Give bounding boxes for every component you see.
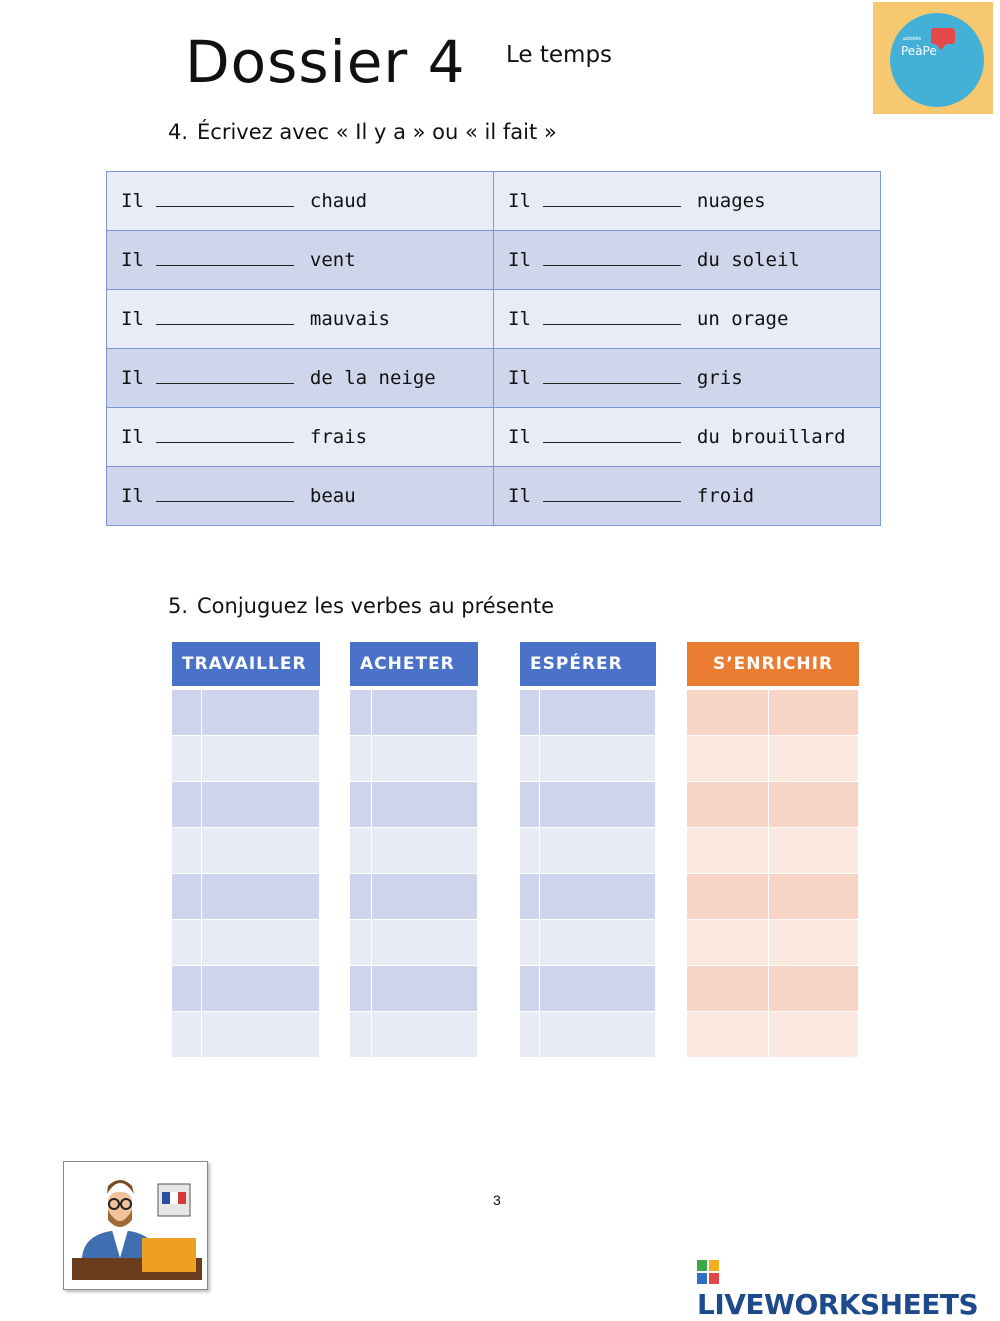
pronoun-cell[interactable] bbox=[520, 828, 540, 874]
answer-blank[interactable] bbox=[156, 310, 294, 325]
weather-cell-left bbox=[107, 290, 494, 349]
answer-blank[interactable] bbox=[543, 251, 681, 266]
logo-small-text: activités bbox=[903, 36, 922, 42]
conjugation-row bbox=[520, 920, 656, 966]
conjugation-cell[interactable] bbox=[202, 736, 320, 782]
conjugation-row bbox=[172, 782, 320, 828]
subject-text: Il bbox=[121, 426, 144, 448]
verb-header: TRAVAILLER bbox=[172, 642, 320, 686]
weather-row bbox=[107, 467, 881, 526]
weather-row bbox=[107, 290, 881, 349]
answer-blank[interactable] bbox=[156, 487, 294, 502]
conjugation-cell[interactable] bbox=[769, 920, 859, 966]
weather-table bbox=[106, 171, 881, 526]
weather-cell-right bbox=[494, 408, 881, 467]
answer-blank[interactable] bbox=[156, 428, 294, 443]
weather-word: frais bbox=[309, 426, 368, 448]
conjugation-cell[interactable] bbox=[202, 874, 320, 920]
answer-blank[interactable] bbox=[543, 369, 681, 384]
conjugation-row bbox=[687, 920, 859, 966]
pronoun-cell[interactable] bbox=[520, 690, 540, 736]
conjugation-cell[interactable] bbox=[769, 736, 859, 782]
subject-text: Il bbox=[121, 308, 144, 330]
conjugation-cell[interactable] bbox=[540, 782, 656, 828]
conjugation-row bbox=[520, 874, 656, 920]
pronoun-cell[interactable] bbox=[172, 782, 202, 828]
pronoun-cell[interactable] bbox=[687, 966, 769, 1012]
conjugation-row bbox=[687, 828, 859, 874]
conjugation-row bbox=[350, 782, 478, 828]
conjugation-cell[interactable] bbox=[372, 736, 478, 782]
conjugation-cell[interactable] bbox=[372, 782, 478, 828]
page-title: Dossier 4 bbox=[185, 28, 466, 96]
liveworksheets-logo bbox=[697, 1255, 1000, 1321]
conjugation-cell[interactable] bbox=[540, 736, 656, 782]
verb-rows bbox=[350, 690, 478, 1058]
peape-logo bbox=[873, 2, 993, 114]
conjugation-cell[interactable] bbox=[202, 920, 320, 966]
subject-text: Il bbox=[508, 249, 531, 271]
weather-row bbox=[107, 408, 881, 467]
subject-text: Il bbox=[508, 426, 531, 448]
weather-row bbox=[107, 349, 881, 408]
conjugation-cell[interactable] bbox=[769, 874, 859, 920]
weather-cell-left bbox=[107, 231, 494, 290]
conjugation-row bbox=[520, 690, 656, 736]
exercise-4-instruction bbox=[168, 120, 557, 144]
subject-text: Il bbox=[121, 367, 144, 389]
verb-table-senrichir bbox=[687, 642, 859, 1058]
pronoun-cell[interactable] bbox=[172, 736, 202, 782]
conjugation-cell[interactable] bbox=[372, 690, 478, 736]
pronoun-cell[interactable] bbox=[350, 690, 372, 736]
pronoun-cell[interactable] bbox=[520, 966, 540, 1012]
conjugation-row bbox=[687, 1012, 859, 1058]
weather-cell-right bbox=[494, 231, 881, 290]
conjugation-row bbox=[172, 920, 320, 966]
weather-word: nuages bbox=[696, 190, 766, 212]
verb-table-travailler bbox=[172, 642, 320, 1058]
weather-cell-right bbox=[494, 290, 881, 349]
conjugation-cell[interactable] bbox=[540, 1012, 656, 1058]
weather-cell-left bbox=[107, 467, 494, 526]
conjugation-cell[interactable] bbox=[372, 966, 478, 1012]
weather-word: du soleil bbox=[696, 249, 800, 271]
pronoun-cell[interactable] bbox=[687, 828, 769, 874]
subject-text: Il bbox=[121, 485, 144, 507]
conjugation-row bbox=[520, 828, 656, 874]
verb-header: ESPÉRER bbox=[520, 642, 656, 686]
weather-cell-left bbox=[107, 349, 494, 408]
conjugation-row bbox=[687, 690, 859, 736]
conjugation-cell[interactable] bbox=[769, 828, 859, 874]
liveworksheets-logo-icon bbox=[697, 1260, 719, 1284]
pronoun-cell[interactable] bbox=[172, 828, 202, 874]
pronoun-cell[interactable] bbox=[172, 966, 202, 1012]
logo-text: PeàPe bbox=[901, 44, 937, 58]
conjugation-cell[interactable] bbox=[202, 828, 320, 874]
answer-blank[interactable] bbox=[543, 192, 681, 207]
conjugation-row bbox=[172, 690, 320, 736]
pronoun-cell[interactable] bbox=[520, 782, 540, 828]
conjugation-row bbox=[350, 1012, 478, 1058]
answer-blank[interactable] bbox=[543, 487, 681, 502]
conjugation-cell[interactable] bbox=[540, 920, 656, 966]
pronoun-cell[interactable] bbox=[687, 736, 769, 782]
weather-cell-right bbox=[494, 172, 881, 231]
pronoun-cell[interactable] bbox=[172, 690, 202, 736]
conjugation-cell[interactable] bbox=[769, 966, 859, 1012]
teacher-illustration bbox=[63, 1161, 208, 1290]
conjugation-cell[interactable] bbox=[202, 966, 320, 1012]
conjugation-row bbox=[350, 920, 478, 966]
speech-bubble-icon bbox=[931, 28, 955, 44]
verb-table-esperer bbox=[520, 642, 656, 1058]
exercise-4-text: Écrivez avec « Il y a » ou « il fait » bbox=[197, 120, 557, 144]
weather-word: froid bbox=[696, 485, 755, 507]
subject-text: Il bbox=[508, 190, 531, 212]
conjugation-row bbox=[350, 874, 478, 920]
weather-cell-right bbox=[494, 467, 881, 526]
weather-word: gris bbox=[696, 367, 743, 389]
subject-text: Il bbox=[508, 308, 531, 330]
verb-table-acheter bbox=[350, 642, 478, 1058]
exercise-5-instruction bbox=[168, 594, 554, 618]
answer-blank[interactable] bbox=[156, 369, 294, 384]
weather-row bbox=[107, 231, 881, 290]
verb-rows bbox=[520, 690, 656, 1058]
pronoun-cell[interactable] bbox=[350, 782, 372, 828]
conjugation-row bbox=[687, 966, 859, 1012]
exercise-5-text: Conjuguez les verbes au présente bbox=[197, 594, 555, 618]
conjugation-row bbox=[172, 966, 320, 1012]
conjugation-cell[interactable] bbox=[769, 690, 859, 736]
conjugation-row bbox=[350, 966, 478, 1012]
subject-text: Il bbox=[121, 190, 144, 212]
conjugation-row bbox=[172, 874, 320, 920]
conjugation-cell[interactable] bbox=[540, 828, 656, 874]
verb-header: S’ENRICHIR bbox=[687, 642, 859, 686]
pronoun-cell[interactable] bbox=[350, 1012, 372, 1058]
weather-row bbox=[107, 172, 881, 231]
conjugation-cell[interactable] bbox=[540, 874, 656, 920]
pronoun-cell[interactable] bbox=[520, 874, 540, 920]
pronoun-cell[interactable] bbox=[687, 690, 769, 736]
pronoun-cell[interactable] bbox=[350, 966, 372, 1012]
conjugation-cell[interactable] bbox=[202, 782, 320, 828]
conjugation-cell[interactable] bbox=[202, 690, 320, 736]
weather-cell-left bbox=[107, 408, 494, 467]
pronoun-cell[interactable] bbox=[687, 874, 769, 920]
conjugation-row bbox=[687, 874, 859, 920]
conjugation-row bbox=[172, 1012, 320, 1058]
exercise-5-number: 5. bbox=[168, 594, 189, 618]
pronoun-cell[interactable] bbox=[520, 920, 540, 966]
conjugation-row bbox=[520, 782, 656, 828]
conjugation-row bbox=[350, 736, 478, 782]
teacher-illustration-icon bbox=[64, 1162, 207, 1289]
conjugation-cell[interactable] bbox=[372, 874, 478, 920]
answer-blank[interactable] bbox=[156, 251, 294, 266]
weather-word: du brouillard bbox=[696, 426, 846, 448]
conjugation-cell[interactable] bbox=[202, 1012, 320, 1058]
conjugation-row bbox=[172, 828, 320, 874]
conjugation-row bbox=[520, 736, 656, 782]
conjugation-cell[interactable] bbox=[769, 782, 859, 828]
conjugation-row bbox=[687, 736, 859, 782]
liveworksheets-brand-text: LIVEWORKSHEETS bbox=[697, 1288, 979, 1321]
pronoun-cell[interactable] bbox=[520, 1012, 540, 1058]
pronoun-cell[interactable] bbox=[350, 828, 372, 874]
weather-cell-left bbox=[107, 172, 494, 231]
weather-word: un orage bbox=[696, 308, 789, 330]
pronoun-cell[interactable] bbox=[687, 782, 769, 828]
weather-cell-right bbox=[494, 349, 881, 408]
exercise-4-number: 4. bbox=[168, 120, 189, 144]
conjugation-row bbox=[520, 966, 656, 1012]
page-number: 3 bbox=[493, 1192, 501, 1208]
weather-word: mauvais bbox=[309, 308, 390, 330]
verb-header: ACHETER bbox=[350, 642, 478, 686]
verb-rows bbox=[172, 690, 320, 1058]
subject-text: Il bbox=[508, 367, 531, 389]
weather-word: vent bbox=[309, 249, 356, 271]
answer-blank[interactable] bbox=[156, 192, 294, 207]
weather-word: beau bbox=[309, 485, 356, 507]
conjugation-row bbox=[172, 736, 320, 782]
conjugation-row bbox=[687, 782, 859, 828]
pronoun-cell[interactable] bbox=[172, 920, 202, 966]
conjugation-row bbox=[520, 1012, 656, 1058]
conjugation-cell[interactable] bbox=[372, 920, 478, 966]
pronoun-cell[interactable] bbox=[520, 736, 540, 782]
conjugation-cell[interactable] bbox=[540, 966, 656, 1012]
pronoun-cell[interactable] bbox=[687, 1012, 769, 1058]
weather-word: de la neige bbox=[309, 367, 436, 389]
answer-blank[interactable] bbox=[543, 310, 681, 325]
pronoun-cell[interactable] bbox=[350, 736, 372, 782]
conjugation-cell[interactable] bbox=[540, 690, 656, 736]
verb-rows bbox=[687, 690, 859, 1058]
subject-text: Il bbox=[121, 249, 144, 271]
pronoun-cell[interactable] bbox=[172, 1012, 202, 1058]
pronoun-cell[interactable] bbox=[172, 874, 202, 920]
conjugation-cell[interactable] bbox=[372, 828, 478, 874]
pronoun-cell[interactable] bbox=[350, 920, 372, 966]
pronoun-cell[interactable] bbox=[350, 874, 372, 920]
pronoun-cell[interactable] bbox=[687, 920, 769, 966]
page-subtitle: Le temps bbox=[506, 42, 613, 68]
conjugation-cell[interactable] bbox=[372, 1012, 478, 1058]
conjugation-row bbox=[350, 690, 478, 736]
conjugation-cell[interactable] bbox=[769, 1012, 859, 1058]
answer-blank[interactable] bbox=[543, 428, 681, 443]
weather-word: chaud bbox=[309, 190, 368, 212]
france-flag-icon bbox=[162, 1192, 170, 1204]
subject-text: Il bbox=[508, 485, 531, 507]
conjugation-row bbox=[350, 828, 478, 874]
